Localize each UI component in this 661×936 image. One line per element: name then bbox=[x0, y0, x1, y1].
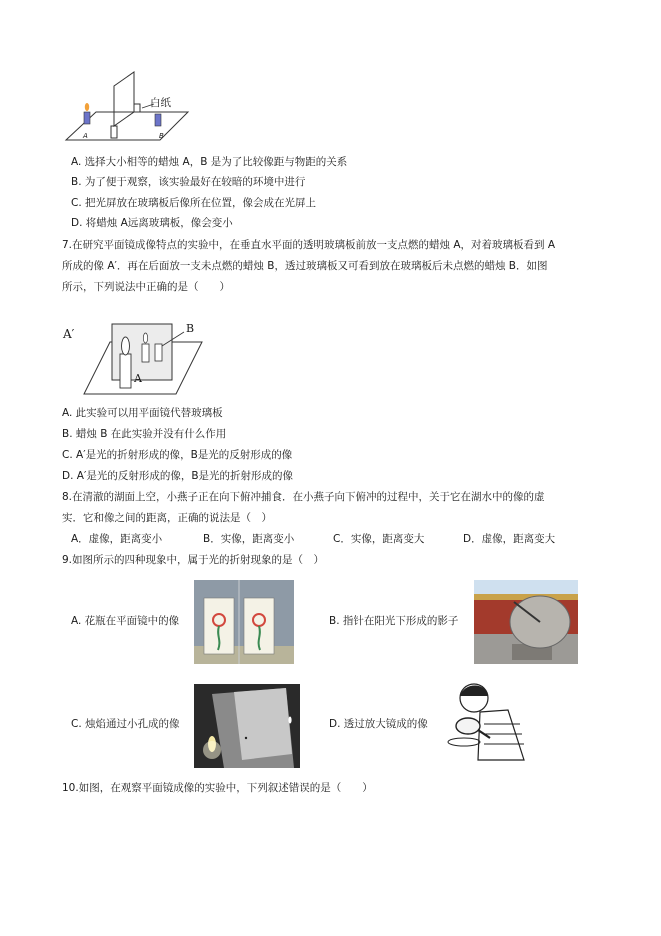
mirror-experiment-figure bbox=[62, 68, 192, 148]
q6-option-b: B. 为了便于观察，该实验最好在较暗的环境中进行 bbox=[71, 176, 306, 188]
q7-stem-line1: 7.在研究平面镜成像特点的实验中，在垂直水平面的透明玻璃板前放一支点燃的蜡烛 A，对着玻璃板看到 A bbox=[62, 239, 556, 251]
sundial-photo bbox=[474, 580, 578, 664]
q6-option-a: A. 选择大小相等的蜡烛 A，B 是为了比较像距与物距的关系 bbox=[71, 156, 348, 168]
fig-label-b-glass: B bbox=[186, 322, 195, 335]
q8-option-b: B．实像，距离变小 bbox=[203, 533, 295, 545]
q10-stem: 10.如图，在观察平面镜成像的实验中，下列叙述错误的是（ ） bbox=[62, 782, 373, 794]
fig-label-a-candle: A bbox=[134, 372, 142, 385]
q7-option-c: C. A′是光的折射形成的像，B是光的反射形成的像 bbox=[62, 449, 293, 461]
q9-option-c: C. 烛焰通过小孔成的像 bbox=[71, 718, 180, 730]
q8-stem-line1: 8.在清澈的湖面上空，小燕子正在向下俯冲捕食．在小燕子向下俯冲的过程中，关于它在湖水中的像的虚 bbox=[62, 491, 545, 503]
q7-stem-line3: 所示，下列说法中正确的是（ ） bbox=[62, 281, 230, 293]
vase-mirror-photo bbox=[194, 580, 294, 664]
magnifier-drawing bbox=[438, 680, 530, 762]
q8-option-d: D．虚像，距离变大 bbox=[463, 533, 556, 545]
fig-label-white-paper: 白纸 bbox=[150, 97, 171, 109]
q9-option-d: D. 透过放大镜成的像 bbox=[329, 718, 428, 730]
q8-stem-line2: 实．它和像之间的距离，正确的说法是（ ） bbox=[62, 512, 272, 524]
q7-option-b: B. 蜡烛 B 在此实验并没有什么作用 bbox=[62, 428, 227, 440]
q7-stem-line2: 所成的像 A′．再在后面放一支未点燃的蜡烛 B，透过玻璃板又可看到放在玻璃板后未点燃的蜡烛 B．如图 bbox=[62, 260, 548, 272]
q9-option-a: A. 花瓶在平面镜中的像 bbox=[71, 615, 180, 627]
fig-label-a: A bbox=[83, 132, 88, 140]
q6-option-d: D. 将蜡烛 A远离玻璃板，像会变小 bbox=[71, 217, 233, 229]
pinhole-photo bbox=[194, 684, 300, 768]
q8-option-a: A．虚像，距离变小 bbox=[71, 533, 163, 545]
fig-label-a-prime: A′ bbox=[63, 327, 75, 341]
q9-option-b: B. 指针在阳光下形成的影子 bbox=[329, 615, 459, 627]
q7-option-d: D. A′是光的反射形成的像，B是光的折射形成的像 bbox=[62, 470, 294, 482]
q9-stem: 9.如图所示的四种现象中，属于光的折射现象的是（ ） bbox=[62, 554, 325, 566]
q6-option-c: C. 把光屏放在玻璃板后像所在位置，像会成在光屏上 bbox=[71, 197, 317, 209]
q8-option-c: C．实像，距离变大 bbox=[333, 533, 425, 545]
q7-option-a: A. 此实验可以用平面镜代替玻璃板 bbox=[62, 407, 223, 419]
fig-label-b: B bbox=[159, 132, 164, 140]
